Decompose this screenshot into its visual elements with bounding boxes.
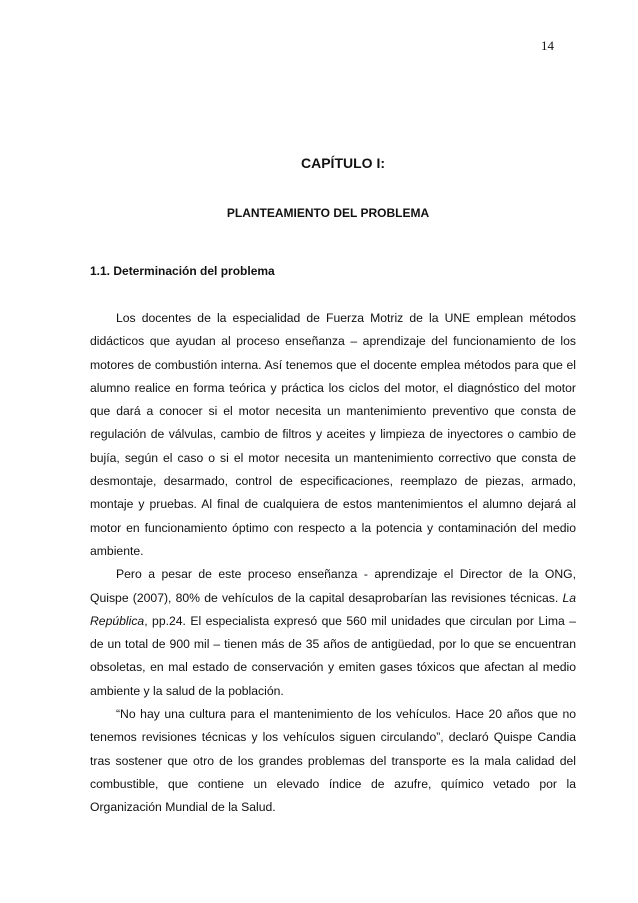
body-text (90, 307, 576, 820)
paragraph-2-text-after: , pp.24. El especialista expresó que 560 mil unidades que circulan por Lima – de un total de 900 mil – tienen más de 35 años de antigüedad, por lo que se encuentran obsoletas, en mal estado de conservación y emiten gases tóxicos que afectan al medio ambiente y la salud de la población. (90, 613, 576, 698)
paragraph-2 (90, 563, 576, 703)
paragraph-1: Los docentes de la especialidad de Fuerza Motriz de la UNE emplean métodos didácticos que ayudan al proceso enseñanza – aprendizaje del funcionamiento de los motores de combustión interna. Así tenemos que el docente emplea métodos para que el alumno realice en forma teórica y práctica los ciclos del motor, el diagnóstico del motor que dará a conocer si el motor necesita un mantenimiento preventivo que consta de regulación de válvulas, cambio de filtros y aceites y limpieza de inyectores o cambio de bujía, según el caso o si el motor necesita un mantenimiento correctivo que consta de desmontaje, desarmado, control de especificaciones, reemplazo de piezas, armado, montaje y pruebas. Al final de cualquiera de estos mantenimientos el alumno dejará al motor en funcionamiento óptimo con respecto a la potencia y contaminación del medio ambiente. (90, 311, 576, 558)
paragraph-2-text-before: Pero a pesar de este proceso enseñanza - aprendizaje el Director de la ONG, Quispe (2007), 80% de vehículos de la capital desaprobarían las revisiones técnicas. (90, 567, 576, 605)
chapter-subtitle: PLANTEAMIENTO DEL PROBLEMA (226, 206, 430, 220)
page-number: 14 (541, 38, 554, 53)
section-heading: 1.1. Determinación del problema (90, 264, 275, 278)
chapter-title: CAPÍTULO I: (301, 155, 385, 171)
source-citation-italic: La República (90, 590, 576, 628)
paragraph-3: “No hay una cultura para el mantenimiento de los vehículos. Hace 20 años que no tenemos revisiones técnicas y los vehículos siguen circulando”, declaró Quispe Candia tras sostener que otro de los grandes problemas del transporte es la mala calidad del combustible, que contiene un elevado índice de azufre, químico vetado por la Organización Mundial de la Salud. (90, 707, 576, 815)
